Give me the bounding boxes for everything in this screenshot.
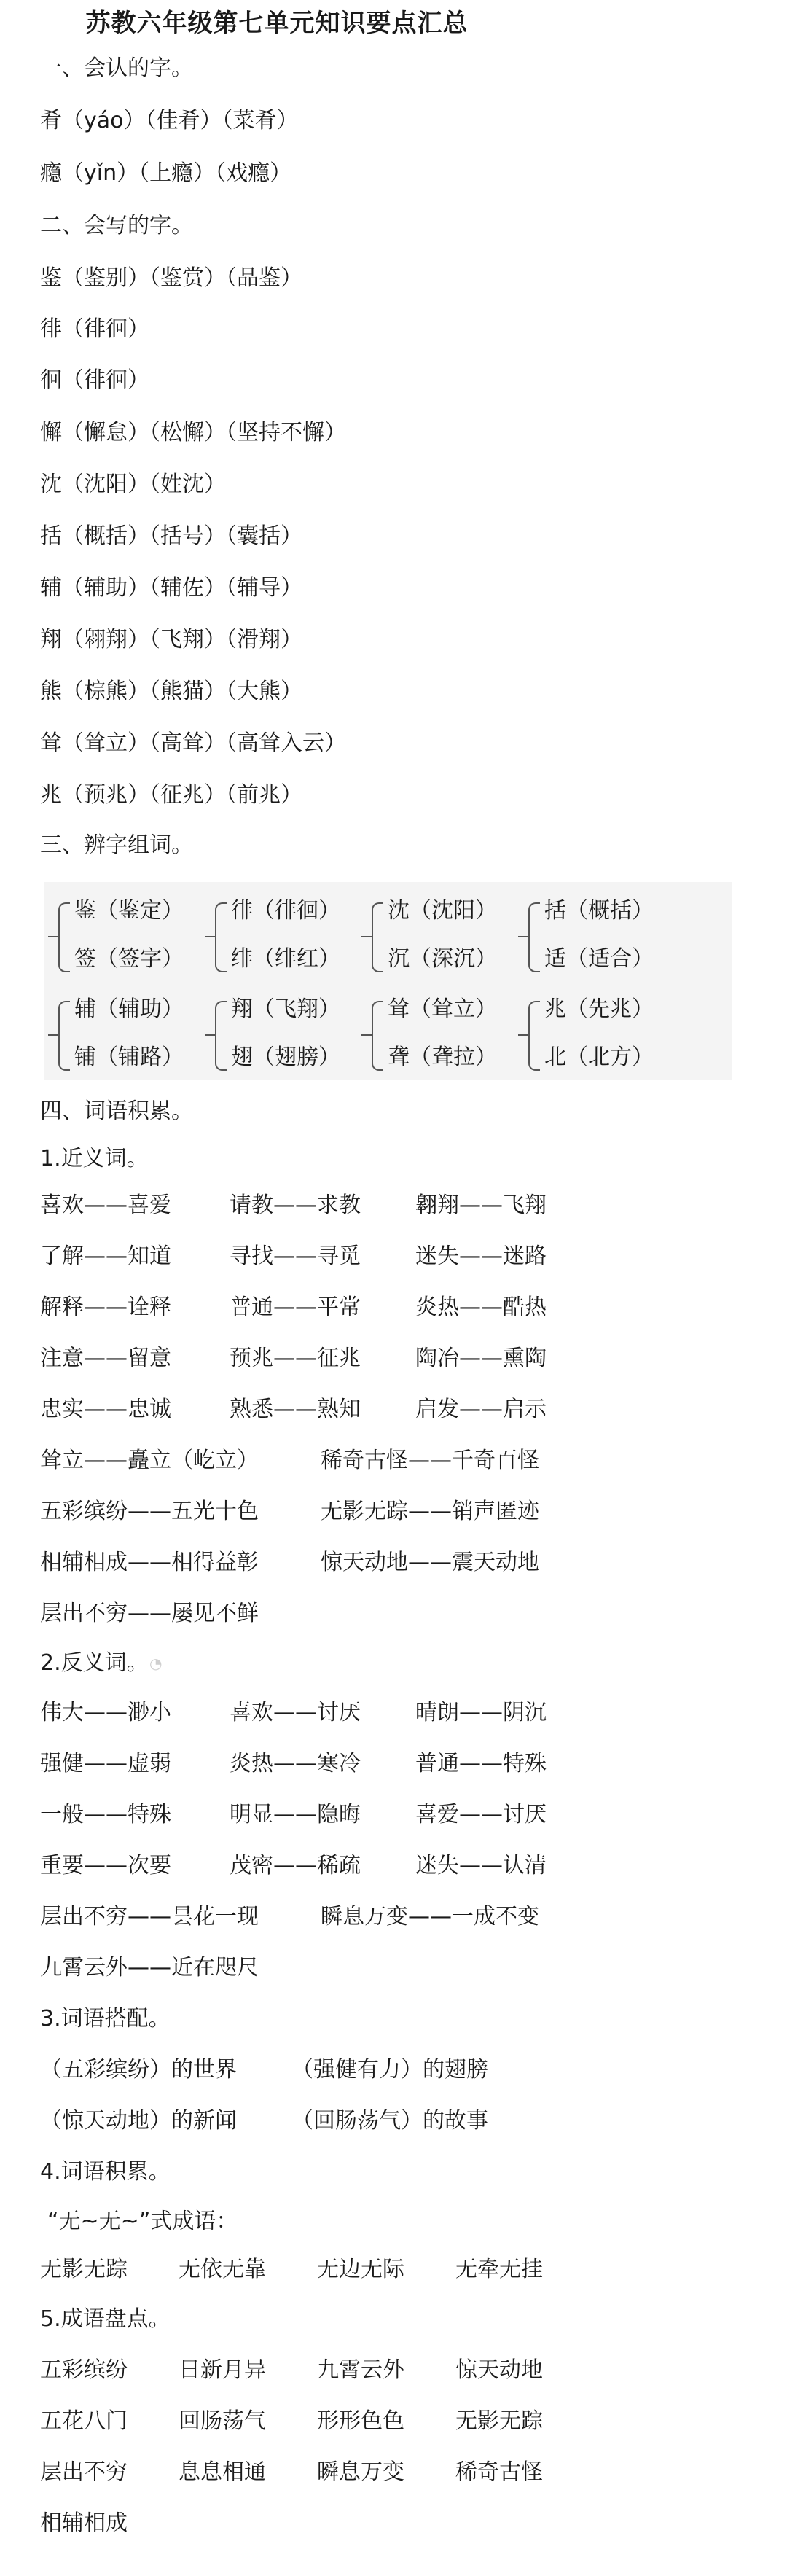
synonym-pair: 稀奇古怪——千奇百怪	[321, 1448, 539, 1473]
brace	[215, 1001, 227, 1071]
collocation: （强健有力）的翅膀	[291, 2057, 488, 2083]
idiom: 瞬息万变	[317, 2459, 404, 2485]
idiom: 无牵无挂	[455, 2257, 543, 2282]
pair-word: 鉴（鉴定）	[74, 898, 184, 924]
text-line: 懈（懈怠）（松懈）（坚持不懈）	[40, 420, 346, 445]
pair-word: 铺（铺路）	[74, 1045, 184, 1070]
text-line: 肴（yáo）（佳肴）（菜肴）	[40, 108, 299, 133]
brace	[58, 902, 70, 972]
subsection-heading: 4.词语积累。	[40, 2159, 171, 2185]
synonym-pair: 忠实——忠诚	[40, 1397, 171, 1422]
idiom: 息息相通	[179, 2459, 266, 2485]
idiom: 层出不穷	[40, 2459, 128, 2485]
idiom: 无影无踪	[40, 2257, 128, 2282]
subsection-heading: 5.成语盘点。	[40, 2306, 171, 2332]
text-line: 徊（徘徊）	[40, 367, 149, 393]
page-title: 苏教六年级第七单元知识要点汇总	[85, 9, 469, 38]
synonym-pair: 耸立——矗立（屹立）	[40, 1448, 259, 1473]
text-line: 兆（预兆）（征兆）（前兆）	[40, 782, 302, 808]
pair-word: 沉（深沉）	[388, 946, 497, 972]
pair-word: 兆（先兆）	[544, 996, 654, 1022]
synonym-pair: 喜欢——喜爱	[40, 1193, 171, 1218]
idiom: 惊天动地	[455, 2357, 543, 2383]
pair-word: 括（概括）	[544, 898, 654, 924]
synonym-pair: 翱翔——飞翔	[415, 1193, 547, 1218]
antonym-pair: 重要——次要	[40, 1853, 171, 1878]
antonym-pair: 普通——特殊	[415, 1751, 547, 1776]
brace	[372, 1001, 383, 1071]
text-line: 沈（沈阳）（姓沈）	[40, 472, 226, 497]
antonym-pair: 茂密——稀疏	[230, 1853, 361, 1878]
antonym-pair: 强健——虚弱	[40, 1751, 171, 1776]
text-line: 鉴（鉴别）（鉴赏）（品鉴）	[40, 265, 302, 291]
synonym-pair: 层出不穷——屡见不鲜	[40, 1601, 259, 1626]
idiom: 回肠荡气	[179, 2408, 266, 2434]
pair-word: 耸（耸立）	[388, 996, 497, 1022]
pair-word: 签（签字）	[74, 946, 184, 972]
antonym-pair: 喜欢——讨厌	[230, 1700, 361, 1725]
synonym-pair: 五彩缤纷——五光十色	[40, 1499, 259, 1524]
synonym-pair: 无影无踪——销声匿迹	[321, 1499, 539, 1524]
section-heading-3: 三、辨字组词。	[40, 832, 193, 858]
subsection-heading: 1.近义词。	[40, 1146, 149, 1171]
section-heading-1: 一、会认的字。	[40, 55, 193, 81]
section-heading-4: 四、词语积累。	[40, 1098, 193, 1124]
brace	[372, 902, 383, 972]
synonym-pair: 启发——启示	[415, 1397, 547, 1422]
antonym-pair: 晴朗——阴沉	[415, 1700, 547, 1725]
pair-word: 聋（聋拉）	[388, 1045, 497, 1070]
text-line: 徘（徘徊）	[40, 316, 149, 342]
antonym-pair: 瞬息万变——一成不变	[321, 1904, 539, 1929]
synonym-pair: 迷失——迷路	[415, 1244, 547, 1269]
antonym-pair: 层出不穷——昙花一现	[40, 1904, 259, 1929]
antonym-pair: 九霄云外——近在咫尺	[40, 1955, 259, 1980]
idiom: 稀奇古怪	[455, 2459, 543, 2485]
brace	[215, 902, 227, 972]
synonym-pair: 寻找——寻觅	[230, 1244, 361, 1269]
pair-word: 适（适合）	[544, 946, 654, 972]
idiom: 形形色色	[317, 2408, 404, 2434]
synonym-pair: 注意——留意	[40, 1346, 171, 1371]
idiom: 九霄云外	[317, 2357, 404, 2383]
synonym-pair: 陶冶——熏陶	[415, 1346, 547, 1371]
antonym-pair: 一般——特殊	[40, 1802, 171, 1827]
subsection-heading: 3.词语搭配。	[40, 2006, 171, 2031]
pair-word: 沈（沈阳）	[388, 898, 497, 924]
antonym-pair: 炎热——寒冷	[230, 1751, 361, 1776]
subsection-heading: 2.反义词。	[40, 1650, 149, 1676]
pair-word: 辅（辅助）	[74, 996, 184, 1022]
antonym-pair: 迷失——认清	[415, 1853, 547, 1878]
synonym-pair: 解释——诠释	[40, 1295, 171, 1320]
pair-word: 徘（徘徊）	[231, 898, 340, 924]
text-line: 瘾（yǐn）（上瘾）（戏瘾）	[40, 160, 292, 186]
synonym-pair: 预兆——征兆	[230, 1346, 361, 1371]
watermark-mark: ◔	[149, 1655, 163, 1672]
antonym-pair: 明显——隐晦	[230, 1802, 361, 1827]
synonym-pair: 炎热——酷热	[415, 1295, 547, 1320]
text-line: 括（概括）（括号）（囊括）	[40, 523, 302, 549]
text-line: 翔（翱翔）（飞翔）（滑翔）	[40, 627, 302, 652]
antonym-pair: 喜爱——讨厌	[415, 1802, 547, 1827]
synonym-pair: 熟悉——熟知	[230, 1397, 361, 1422]
idiom: 无依无靠	[179, 2257, 266, 2282]
idiom: 日新月异	[179, 2357, 266, 2383]
synonym-pair: 相辅相成——相得益彰	[40, 1550, 259, 1575]
pair-word: 翅（翅膀）	[231, 1045, 340, 1070]
text-line: 熊（棕熊）（熊猫）（大熊）	[40, 679, 302, 704]
text-line: 辅（辅助）（辅佐）（辅导）	[40, 575, 302, 601]
idiom: 无边无际	[317, 2257, 404, 2282]
idiom: 五彩缤纷	[40, 2357, 128, 2383]
pattern-label: “无~无~”式成语：	[47, 2209, 238, 2234]
brace	[58, 1001, 70, 1071]
collocation: （惊天动地）的新闻	[40, 2108, 237, 2134]
text-line: 耸（耸立）（高耸）（高耸入云）	[40, 730, 346, 756]
collocation: （回肠荡气）的故事	[291, 2108, 488, 2134]
antonym-pair: 伟大——渺小	[40, 1700, 171, 1725]
brace	[528, 1001, 540, 1071]
pair-word: 北（北方）	[544, 1045, 654, 1070]
synonym-pair: 惊天动地——震天动地	[321, 1550, 539, 1575]
synonym-pair: 了解——知道	[40, 1244, 171, 1269]
idiom: 五花八门	[40, 2408, 128, 2434]
idiom: 相辅相成	[40, 2510, 128, 2536]
brace	[528, 902, 540, 972]
collocation: （五彩缤纷）的世界	[40, 2057, 237, 2083]
idiom: 无影无踪	[455, 2408, 543, 2434]
section-heading-2: 二、会写的字。	[40, 213, 193, 238]
synonym-pair: 请教——求教	[230, 1193, 361, 1218]
comparison-box	[44, 882, 732, 1080]
synonym-pair: 普通——平常	[230, 1295, 361, 1320]
pair-word: 绯（绯红）	[231, 946, 340, 972]
pair-word: 翔（飞翔）	[231, 996, 340, 1022]
